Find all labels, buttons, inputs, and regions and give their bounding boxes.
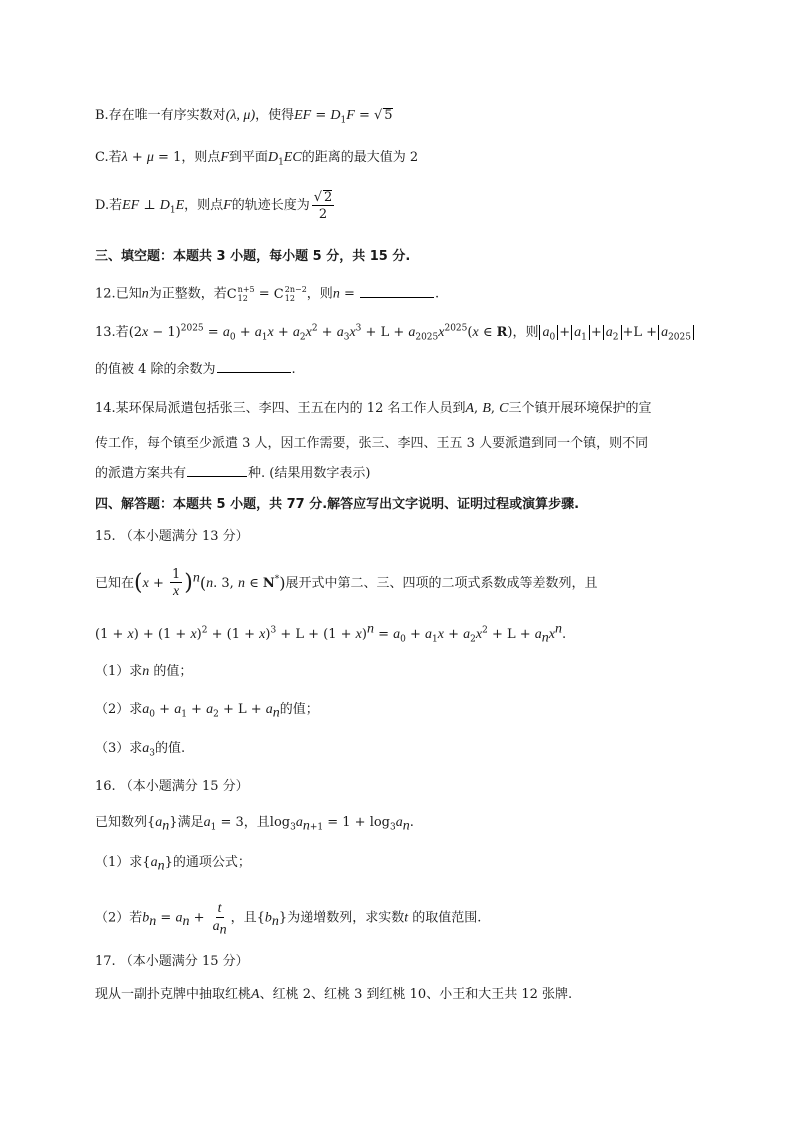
answer-blank[interactable] bbox=[360, 297, 434, 298]
question-15-part-2: （2）求$a_0 + a_1 + a_2 + L + a_n$的值； bbox=[95, 702, 319, 721]
question-15-line-1: 已知在(x + $\frac{1}{x}$ )$^n$(n. 3, n ∈ N*)展开式中第二、三、四项的二项式系数成等差数列，且 bbox=[95, 567, 598, 599]
question-16-line-1: 已知数列$\{a_n\}$满足$a_1 = 3$，且$\log_3a_{n+1} = 1 + \log_3a_n$. bbox=[95, 815, 414, 834]
question-15-part-3: （3）求$a_3$的值. bbox=[95, 741, 186, 759]
question-12: 12.已知n为正整数，若C n+5 12 = C 2n−2 12 ，则n = . bbox=[95, 285, 440, 303]
option-c: C.若λ + μ = 1，则点F到平面$D_1EC$的距离的最大值为 2 bbox=[95, 150, 419, 168]
question-17-header: 17. （本小题满分 15 分） bbox=[95, 954, 249, 969]
option-b: B.存在唯一有序实数对(λ, μ)，使得EF = $D_1F$ = √ 5 bbox=[95, 108, 393, 126]
question-16-part-1: （1）求$\{a_n\}$的通项公式； bbox=[95, 855, 251, 874]
question-15-part-1: （1）求n 的值； bbox=[95, 664, 193, 679]
question-15-header: 15. （本小题满分 13 分） bbox=[95, 529, 249, 544]
question-14-line-3: 的派遣方案共有 种. (结果用数字表示) bbox=[95, 466, 371, 481]
question-14-line-2: 传工作，每个镇至少派遣 3 人，因工作需要，张三、李四、王五 3 人要派遣到同一个镇，则不同 bbox=[95, 436, 649, 451]
section-3-heading: 三、填空题：本题共 3 小题，每小题 5 分，共 15 分. bbox=[95, 249, 411, 264]
answer-blank[interactable] bbox=[217, 372, 291, 373]
question-16-header: 16. （本小题满分 15 分） bbox=[95, 779, 249, 794]
question-16-part-2: （2）若$b_n = a_n$ + $\frac{t}{a_n}$ ，且$\{b_n\}$为递增数列，求实数t 的取值范围. bbox=[95, 901, 482, 938]
question-15-line-2: $(1 + x) + (1 + x)^2 + (1 + x)^3 + L + (1 + x)^n = a_0 + a_1x + a_2x^2 + L + a_nx^n$. bbox=[95, 621, 567, 646]
question-13-line-2: 的值被 4 除的余数为 . bbox=[95, 362, 296, 377]
question-14: 14.某环保局派遣包括张三、李四、王五在内的 12 名工作人员到A, B, C三个镇开展环境保护的宣 bbox=[95, 401, 652, 416]
answer-blank[interactable] bbox=[187, 476, 247, 477]
option-d: D.若EF ⊥ $D_1E$，则点F的轨迹长度为 $\frac{√ 2}{2}$ bbox=[95, 190, 333, 222]
question-17-line-1: 现从一副扑克牌中抽取红桃A、红桃 2、红桃 3 到红桃 10、小王和大王共 12 张牌. bbox=[95, 987, 573, 1002]
question-13: 13.若$(2x - 1)^{2025} = a_0 + a_1x + a_2x^2 + a_3x^3 + L + a_{2025}x^{2025}(x$ ∈ R)，则 $a_0 + a_1 + a_2 +L + a_{2025}$ bbox=[95, 326, 695, 340]
section-4-heading: 四、解答题：本题共 5 小题，共 77 分.解答应写出文字说明、证明过程或演算步骤. bbox=[95, 497, 580, 512]
